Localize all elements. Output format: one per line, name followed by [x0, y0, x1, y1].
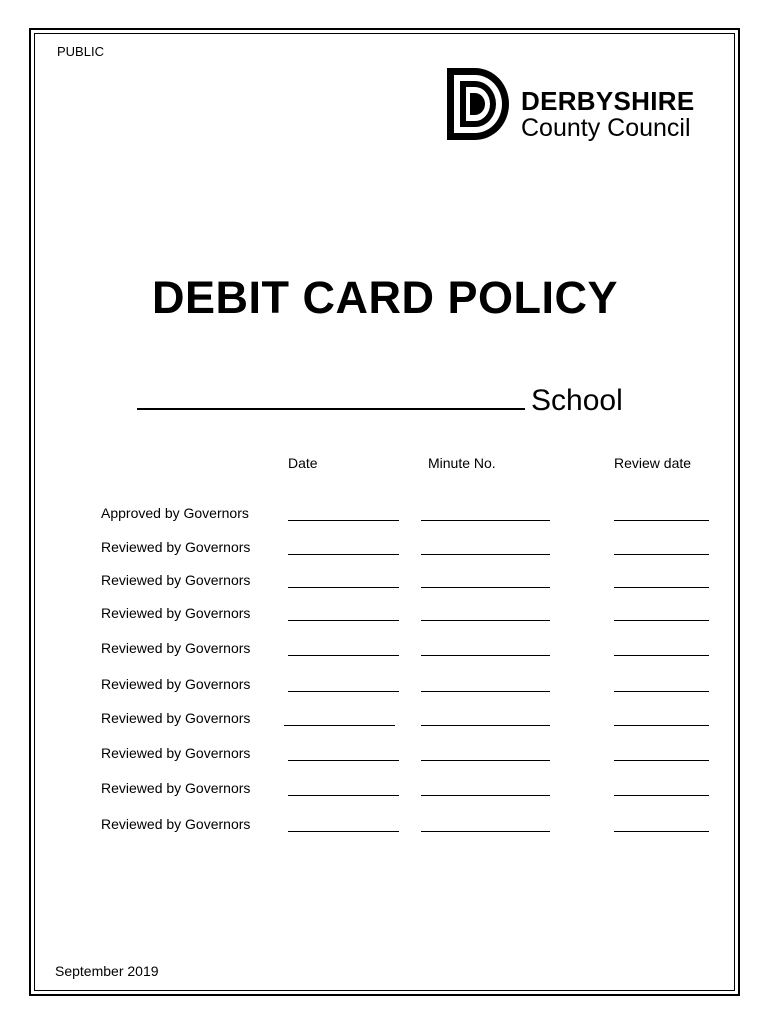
- review-date-blank[interactable]: [614, 691, 709, 692]
- minute-no-blank[interactable]: [421, 655, 550, 656]
- logo-subtitle: County Council: [521, 114, 691, 142]
- column-header-minute-no: Minute No.: [428, 455, 496, 471]
- row-label: Reviewed by Governors: [101, 572, 251, 588]
- council-logo: [445, 66, 720, 146]
- row-label: Approved by Governors: [101, 505, 249, 521]
- review-date-blank[interactable]: [614, 520, 709, 521]
- row-label: Reviewed by Governors: [101, 640, 251, 656]
- document-title: DEBIT CARD POLICY: [151, 272, 618, 323]
- minute-no-blank[interactable]: [421, 691, 550, 692]
- date-blank[interactable]: [288, 760, 399, 761]
- column-header-date: Date: [288, 455, 318, 471]
- row-label: Reviewed by Governors: [101, 710, 251, 726]
- footer-date: September 2019: [55, 963, 159, 979]
- minute-no-blank[interactable]: [421, 620, 550, 621]
- review-date-blank[interactable]: [614, 554, 709, 555]
- minute-no-blank[interactable]: [421, 795, 550, 796]
- school-name-line: [137, 378, 623, 418]
- school-name-blank[interactable]: [137, 378, 525, 410]
- date-blank[interactable]: [288, 554, 399, 555]
- row-label: Reviewed by Governors: [101, 676, 251, 692]
- review-date-blank[interactable]: [614, 620, 709, 621]
- minute-no-blank[interactable]: [421, 520, 550, 521]
- logo-name: DERBYSHIRE: [521, 86, 695, 116]
- minute-no-blank[interactable]: [421, 725, 550, 726]
- review-date-blank[interactable]: [614, 655, 709, 656]
- review-date-blank[interactable]: [614, 760, 709, 761]
- review-date-blank[interactable]: [614, 725, 709, 726]
- row-label: Reviewed by Governors: [101, 816, 251, 832]
- review-date-blank[interactable]: [614, 795, 709, 796]
- date-blank[interactable]: [288, 831, 399, 832]
- date-blank[interactable]: [288, 655, 399, 656]
- date-blank[interactable]: [288, 691, 399, 692]
- minute-no-blank[interactable]: [421, 554, 550, 555]
- row-label: Reviewed by Governors: [101, 780, 251, 796]
- date-blank[interactable]: [288, 520, 399, 521]
- review-date-blank[interactable]: [614, 831, 709, 832]
- date-blank[interactable]: [284, 725, 395, 726]
- date-blank[interactable]: [288, 587, 399, 588]
- minute-no-blank[interactable]: [421, 587, 550, 588]
- row-label: Reviewed by Governors: [101, 539, 251, 555]
- minute-no-blank[interactable]: [421, 760, 550, 761]
- date-blank[interactable]: [288, 620, 399, 621]
- derbyshire-d-logo-icon: [445, 66, 513, 142]
- review-date-blank[interactable]: [614, 587, 709, 588]
- school-suffix: School: [531, 384, 623, 417]
- row-label: Reviewed by Governors: [101, 745, 251, 761]
- minute-no-blank[interactable]: [421, 831, 550, 832]
- date-blank[interactable]: [288, 795, 399, 796]
- column-header-review-date: Review date: [614, 455, 692, 471]
- classification-label: PUBLIC: [57, 44, 104, 59]
- row-label: Reviewed by Governors: [101, 605, 251, 621]
